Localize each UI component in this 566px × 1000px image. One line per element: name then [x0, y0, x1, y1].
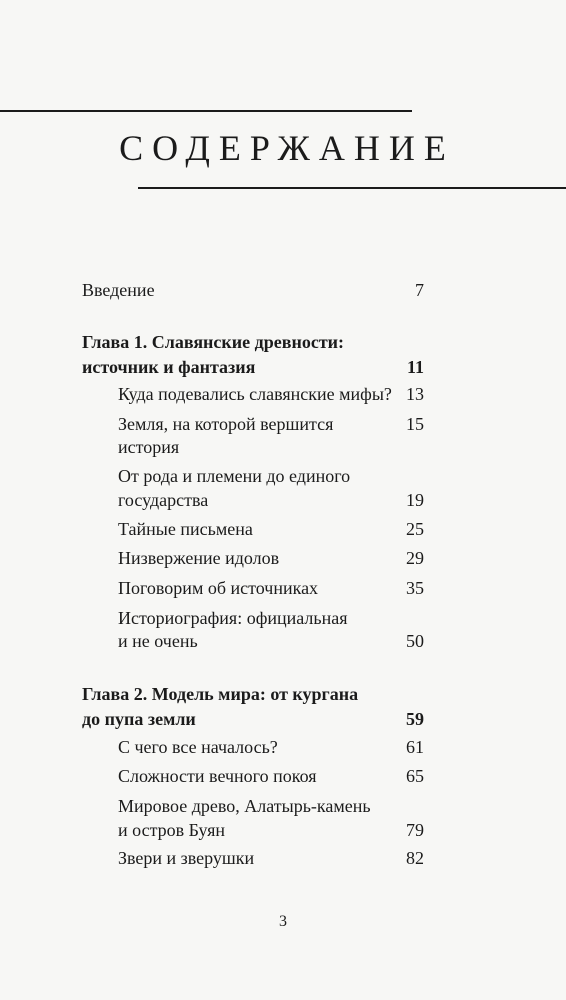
- toc-item: С чего все началось?: [118, 737, 278, 757]
- page-number: 3: [279, 913, 287, 930]
- toc-item-page: 13: [406, 384, 424, 404]
- toc-item-cont: история: [118, 437, 180, 457]
- chapter1-page: 11: [406, 357, 424, 377]
- toc-item-page: 15: [406, 414, 424, 434]
- toc-item-page: 35: [406, 578, 424, 598]
- toc-item-page: 82: [406, 848, 424, 868]
- chapter1-title-line1: Глава 1. Славянские древности:: [82, 332, 345, 352]
- chapter2-title-line1: Глава 2. Модель мира: от кургана: [82, 684, 359, 704]
- toc-item: Историография: официальная: [118, 608, 348, 628]
- toc-item-page: 50: [406, 631, 424, 651]
- toc-item-cont: и остров Буян: [118, 820, 226, 840]
- toc-item: Звери и зверушки: [118, 848, 255, 868]
- toc-item: Мировое древо, Алатырь-камень: [118, 796, 371, 816]
- toc-intro-title: Введение: [82, 280, 155, 300]
- chapter2-title-line2: до пупа земли: [82, 709, 196, 729]
- toc-item: От рода и племени до единого: [118, 466, 351, 486]
- toc-item: Сложности вечного покоя: [118, 766, 317, 786]
- toc-item: Тайные письмена: [118, 519, 253, 539]
- toc-item-page: 61: [406, 737, 424, 757]
- toc-item: Низвержение идолов: [118, 548, 280, 568]
- toc-item-page: 25: [406, 519, 424, 539]
- chapter2-page: 59: [406, 709, 424, 729]
- chapter1-title-line2: источник и фантазия: [82, 357, 256, 377]
- toc-item-page: 79: [406, 820, 424, 840]
- toc-item: Поговорим об источниках: [118, 578, 319, 598]
- page-title: СОДЕРЖАНИЕ: [119, 128, 455, 168]
- toc-item-cont: государства: [118, 490, 209, 510]
- toc-item-page: 19: [406, 490, 424, 510]
- toc-intro-page: 7: [415, 280, 424, 300]
- toc-item-page: 65: [406, 766, 424, 786]
- toc-item: Земля, на которой вершится: [118, 414, 334, 434]
- toc-item: Куда подевались славянские мифы?: [118, 384, 392, 404]
- toc-item-cont: и не очень: [118, 631, 198, 651]
- toc-item-page: 29: [406, 548, 424, 568]
